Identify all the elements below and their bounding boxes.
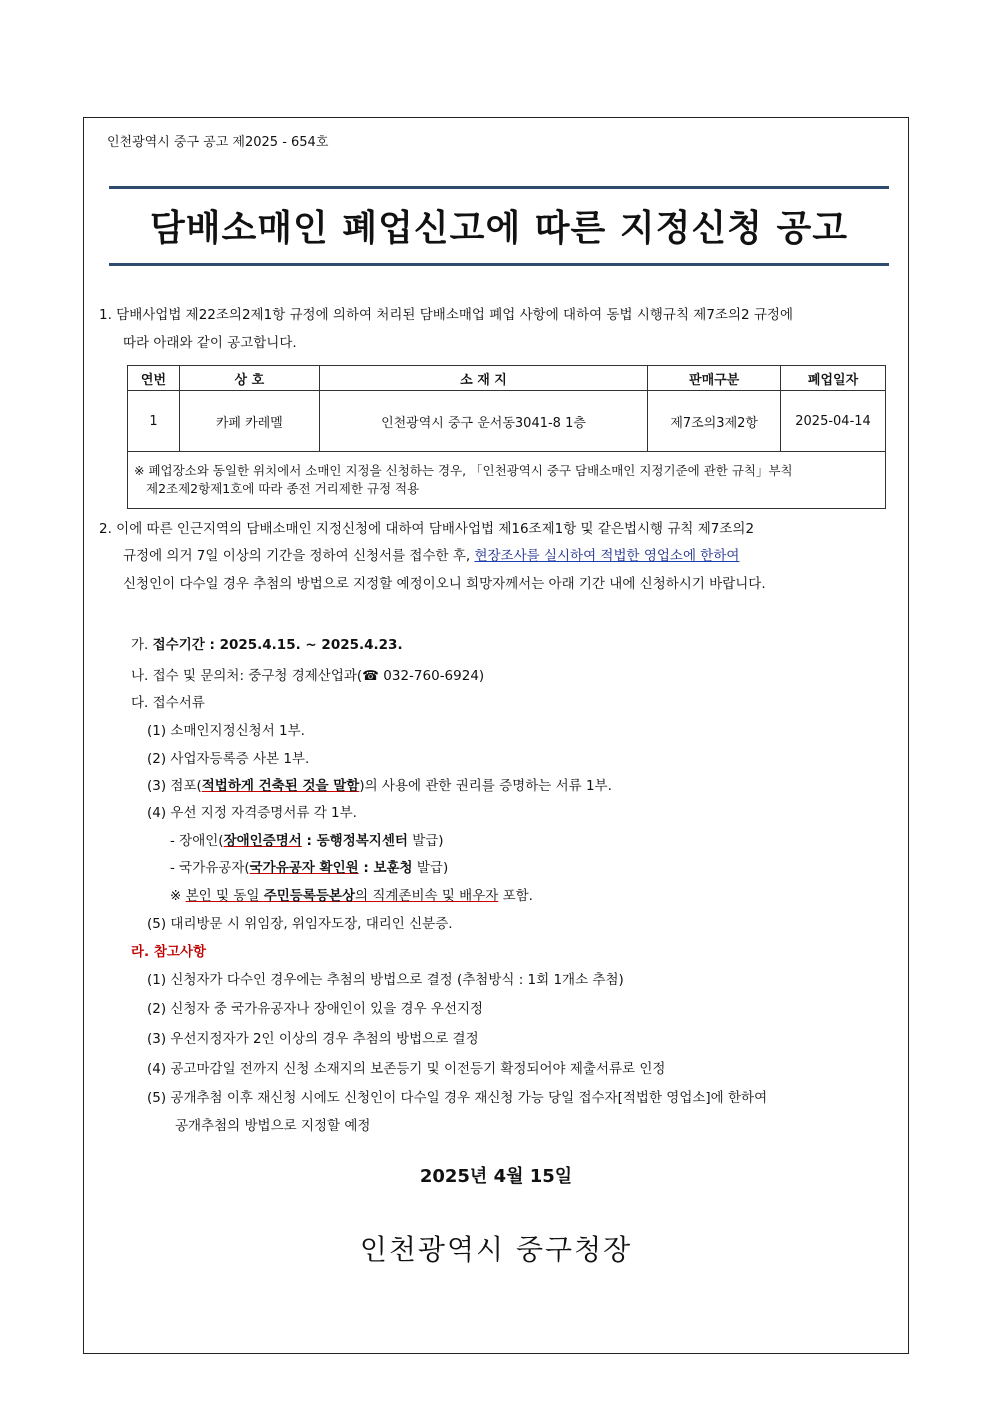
doc-4c-emphasis-1: 본인 및 동일 xyxy=(185,888,264,904)
doc-3-emphasis: 적법하게 건축된 것을 말함 xyxy=(201,778,360,794)
header-name: 상 호 xyxy=(179,366,319,391)
item-ga xyxy=(131,633,403,653)
issuer: 인천광역시 중구청장 xyxy=(359,1233,633,1266)
table-note-row xyxy=(128,452,886,509)
cell-address: 인천광역시 중구 운서동3041-8 1층 xyxy=(319,391,648,452)
page-title: 담배소매인 폐업신고에 따른 지정신청 공고 xyxy=(149,208,849,249)
ref-1: (1) 신청자가 다수인 경우에는 추첨의 방법으로 결정 (추첨방식 : 1회 1개소 추첨) xyxy=(147,972,624,988)
header-address: 소 재 지 xyxy=(319,366,648,391)
closure-table xyxy=(127,365,886,509)
section2-line2-text: 규정에 의거 7일 이상의 기간을 정하여 신청서를 접수한 후, xyxy=(123,548,475,564)
doc-4c-pre: ※ xyxy=(170,888,186,904)
doc-5: (5) 대리방문 시 위임장, 위임자도장, 대리인 신분증. xyxy=(147,916,453,932)
doc-3-post: )의 사용에 관한 권리를 증명하는 서류 1부. xyxy=(359,778,612,794)
section2-highlight: 현장조사를 실시하여 적법한 영업소에 한하여 xyxy=(474,548,740,564)
doc-2: (2) 사업자등록증 사본 1부. xyxy=(147,751,310,767)
header-sale-type: 판매구분 xyxy=(648,366,781,391)
section1-line1: 1. 담배사업법 제22조의2제1항 규정에 의하여 처리된 담배소매업 폐업 사항에 대하여 동법 시행규칙 제7조의2 규정에 xyxy=(99,307,794,323)
item-ga-period: 접수기간 : 2025.4.15. ~ 2025.4.23. xyxy=(152,637,403,653)
cell-closure-date: 2025-04-14 xyxy=(781,391,886,452)
table-note-line1: ※ 폐업장소와 동일한 위치에서 소매인 지정을 신청하는 경우, 「인천광역시 중구 담배소매인 지정기준에 관한 규칙」부칙 xyxy=(134,463,793,478)
table-note-line2: 제2조제2항제1호에 따라 종전 거리제한 규정 적용 xyxy=(146,481,420,496)
cell-no: 1 xyxy=(128,391,180,452)
header-closure-date: 폐업일자 xyxy=(781,366,886,391)
ref-4: (4) 공고마감일 전까지 신청 소재지의 보존등기 및 이전등기 확정되어야 제출서류로 인정 xyxy=(147,1061,666,1077)
title-bottom-rule xyxy=(109,263,889,266)
header-no: 연번 xyxy=(128,366,180,391)
ref-2: (2) 신청자 중 국가유공자나 장애인이 있을 경우 우선지정 xyxy=(147,1001,484,1017)
section2-line3: 신청인이 다수일 경우 추첨의 방법으로 지정할 예정이오니 희망자께서는 아래 기간 내에 신청하시기 바랍니다. xyxy=(123,576,766,592)
doc-4a-emphasis: 장애인증명서 xyxy=(223,833,302,849)
doc-4a-mid: : 동행정복지센터 xyxy=(301,833,408,849)
title-top-rule xyxy=(109,186,889,189)
doc-4b-post: 발급) xyxy=(412,860,449,876)
ref-5-cont: 공개추첨의 방법으로 지정할 예정 xyxy=(175,1118,371,1134)
doc-4c-emphasis-2: 주민등록등본상 xyxy=(263,888,355,904)
item-ga-label: 가. xyxy=(131,637,153,653)
doc-4-family xyxy=(170,884,533,904)
doc-4b-pre: - 국가유공자( xyxy=(170,860,250,876)
doc-4b-emphasis: 국가유공자 확인원 xyxy=(249,860,359,876)
doc-4c-emphasis-3: 의 직계존비속 및 배우자 xyxy=(355,888,499,904)
notice-date: 2025년 4월 15일 xyxy=(419,1166,573,1187)
cell-sale-type: 제7조의3제2항 xyxy=(648,391,781,452)
doc-4-disabled xyxy=(170,829,444,849)
cell-name: 카페 카레멜 xyxy=(179,391,319,452)
table-note xyxy=(128,452,886,509)
doc-4c-post: 포함. xyxy=(498,888,533,904)
ref-5: (5) 공개추첨 이후 재신청 시에도 신청인이 다수일 경우 재신청 가능 당일 접수자[적법한 영업소]에 한하여 xyxy=(147,1090,768,1106)
doc-4: (4) 우선 지정 자격증명서류 각 1부. xyxy=(147,805,357,821)
doc-4b-mid: : 보훈청 xyxy=(358,860,413,876)
section2-line1: 2. 이에 따른 인근지역의 담배소매인 지정신청에 대하여 담배사업법 제16조제1항 및 같은법시행 규칙 제7조의2 xyxy=(99,521,755,537)
doc-4a-pre: - 장애인( xyxy=(170,833,224,849)
doc-3-pre: (3) 점포( xyxy=(147,778,202,794)
doc-4a-post: 발급) xyxy=(407,833,444,849)
notice-number: 인천광역시 중구 공고 제2025 - 654호 xyxy=(107,135,329,150)
doc-1: (1) 소매인지정신청서 1부. xyxy=(147,723,305,739)
doc-3 xyxy=(147,774,612,794)
section2-line2 xyxy=(123,546,739,566)
doc-4-veteran xyxy=(170,856,448,876)
table-row xyxy=(128,391,886,452)
item-da: 다. 접수서류 xyxy=(131,695,205,711)
section1-line2: 따라 아래와 같이 공고합니다. xyxy=(123,335,297,351)
ref-3: (3) 우선지정자가 2인 이상의 경우 추첨의 방법으로 결정 xyxy=(147,1031,479,1047)
item-na: 나. 접수 및 문의처: 중구청 경제산업과(☎ 032-760-6924) xyxy=(131,668,485,684)
item-ra: 라. 참고사항 xyxy=(131,944,207,960)
table-header-row xyxy=(128,366,886,391)
